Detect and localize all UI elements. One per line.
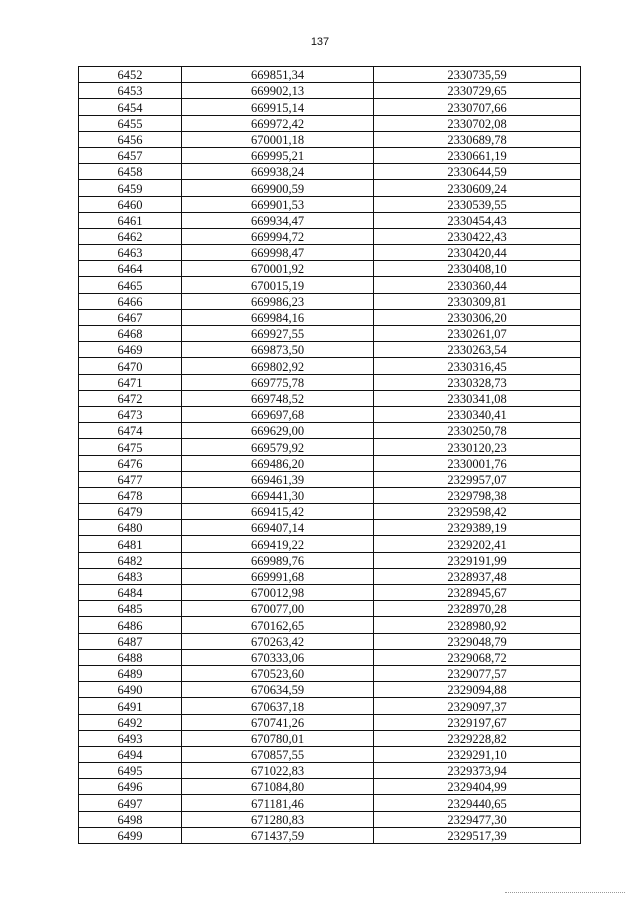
point-number-cell: 6481 xyxy=(79,536,182,552)
table-row xyxy=(79,309,581,325)
point-number-cell: 6454 xyxy=(79,99,182,115)
y-coordinate-cell: 2330729,65 xyxy=(374,83,581,99)
y-coordinate-cell: 2329517,39 xyxy=(374,827,581,843)
table-row xyxy=(79,342,581,358)
point-number-cell: 6493 xyxy=(79,730,182,746)
y-coordinate-cell: 2328970,28 xyxy=(374,601,581,617)
table-row xyxy=(79,196,581,212)
table-row xyxy=(79,374,581,390)
x-coordinate-cell: 669748,52 xyxy=(182,390,374,406)
x-coordinate-cell: 669697,68 xyxy=(182,406,374,422)
x-coordinate-cell: 669775,78 xyxy=(182,374,374,390)
x-coordinate-cell: 669927,55 xyxy=(182,326,374,342)
table-row xyxy=(79,536,581,552)
table-row xyxy=(79,568,581,584)
y-coordinate-cell: 2330454,43 xyxy=(374,212,581,228)
point-number-cell: 6474 xyxy=(79,423,182,439)
y-coordinate-cell: 2330306,20 xyxy=(374,309,581,325)
point-number-cell: 6491 xyxy=(79,698,182,714)
table-row xyxy=(79,665,581,681)
table-row xyxy=(79,730,581,746)
table-row xyxy=(79,779,581,795)
table-row xyxy=(79,406,581,422)
y-coordinate-cell: 2329389,19 xyxy=(374,520,581,536)
table-row xyxy=(79,504,581,520)
point-number-cell: 6475 xyxy=(79,439,182,455)
x-coordinate-cell: 669902,13 xyxy=(182,83,374,99)
table-row xyxy=(79,390,581,406)
y-coordinate-cell: 2330001,76 xyxy=(374,455,581,471)
y-coordinate-cell: 2328937,48 xyxy=(374,568,581,584)
point-number-cell: 6498 xyxy=(79,811,182,827)
x-coordinate-cell: 670263,42 xyxy=(182,633,374,649)
x-coordinate-cell: 670015,19 xyxy=(182,277,374,293)
point-number-cell: 6490 xyxy=(79,682,182,698)
point-number-cell: 6487 xyxy=(79,633,182,649)
x-coordinate-cell: 669984,16 xyxy=(182,309,374,325)
table-row xyxy=(79,520,581,536)
x-coordinate-cell: 669900,59 xyxy=(182,180,374,196)
table-row xyxy=(79,212,581,228)
y-coordinate-cell: 2330360,44 xyxy=(374,277,581,293)
x-coordinate-cell: 669407,14 xyxy=(182,520,374,536)
x-coordinate-cell: 669994,72 xyxy=(182,228,374,244)
point-number-cell: 6465 xyxy=(79,277,182,293)
y-coordinate-cell: 2329440,65 xyxy=(374,795,581,811)
point-number-cell: 6471 xyxy=(79,374,182,390)
point-number-cell: 6459 xyxy=(79,180,182,196)
point-number-cell: 6472 xyxy=(79,390,182,406)
table-row xyxy=(79,552,581,568)
y-coordinate-cell: 2328980,92 xyxy=(374,617,581,633)
table-row xyxy=(79,585,581,601)
x-coordinate-cell: 669802,92 xyxy=(182,358,374,374)
y-coordinate-cell: 2329097,37 xyxy=(374,698,581,714)
y-coordinate-cell: 2330340,41 xyxy=(374,406,581,422)
table-row xyxy=(79,326,581,342)
x-coordinate-cell: 669915,14 xyxy=(182,99,374,115)
point-number-cell: 6456 xyxy=(79,131,182,147)
table-row xyxy=(79,633,581,649)
x-coordinate-cell: 669579,92 xyxy=(182,439,374,455)
point-number-cell: 6463 xyxy=(79,245,182,261)
point-number-cell: 6460 xyxy=(79,196,182,212)
y-coordinate-cell: 2330341,08 xyxy=(374,390,581,406)
point-number-cell: 6479 xyxy=(79,504,182,520)
x-coordinate-cell: 670637,18 xyxy=(182,698,374,714)
table-row xyxy=(79,83,581,99)
point-number-cell: 6492 xyxy=(79,714,182,730)
x-coordinate-cell: 669989,76 xyxy=(182,552,374,568)
y-coordinate-cell: 2330309,81 xyxy=(374,293,581,309)
point-number-cell: 6462 xyxy=(79,228,182,244)
y-coordinate-cell: 2330263,54 xyxy=(374,342,581,358)
x-coordinate-cell: 669986,23 xyxy=(182,293,374,309)
x-coordinate-cell: 671437,59 xyxy=(182,827,374,843)
point-number-cell: 6469 xyxy=(79,342,182,358)
y-coordinate-cell: 2329202,41 xyxy=(374,536,581,552)
x-coordinate-cell: 669629,00 xyxy=(182,423,374,439)
y-coordinate-cell: 2329077,57 xyxy=(374,665,581,681)
y-coordinate-cell: 2330408,10 xyxy=(374,261,581,277)
x-coordinate-cell: 671280,83 xyxy=(182,811,374,827)
point-number-cell: 6477 xyxy=(79,471,182,487)
scan-artifact-line xyxy=(505,892,625,893)
y-coordinate-cell: 2329477,30 xyxy=(374,811,581,827)
table-row xyxy=(79,439,581,455)
point-number-cell: 6461 xyxy=(79,212,182,228)
x-coordinate-cell: 669995,21 xyxy=(182,147,374,163)
table-row xyxy=(79,746,581,762)
point-number-cell: 6494 xyxy=(79,746,182,762)
point-number-cell: 6473 xyxy=(79,406,182,422)
page-number: 137 xyxy=(310,36,330,48)
x-coordinate-cell: 669441,30 xyxy=(182,487,374,503)
point-number-cell: 6452 xyxy=(79,67,182,83)
x-coordinate-cell: 669419,22 xyxy=(182,536,374,552)
table-row xyxy=(79,67,581,83)
x-coordinate-cell: 669998,47 xyxy=(182,245,374,261)
x-coordinate-cell: 671084,80 xyxy=(182,779,374,795)
table-row xyxy=(79,649,581,665)
point-number-cell: 6480 xyxy=(79,520,182,536)
x-coordinate-cell: 670780,01 xyxy=(182,730,374,746)
table-row xyxy=(79,795,581,811)
point-number-cell: 6488 xyxy=(79,649,182,665)
x-coordinate-cell: 671181,46 xyxy=(182,795,374,811)
x-coordinate-cell: 670741,26 xyxy=(182,714,374,730)
table-row xyxy=(79,99,581,115)
point-number-cell: 6458 xyxy=(79,164,182,180)
point-number-cell: 6478 xyxy=(79,487,182,503)
y-coordinate-cell: 2329957,07 xyxy=(374,471,581,487)
table-row xyxy=(79,164,581,180)
table-row xyxy=(79,763,581,779)
table-row xyxy=(79,180,581,196)
x-coordinate-cell: 670523,60 xyxy=(182,665,374,681)
x-coordinate-cell: 670162,65 xyxy=(182,617,374,633)
table-row xyxy=(79,358,581,374)
point-number-cell: 6476 xyxy=(79,455,182,471)
y-coordinate-cell: 2330120,23 xyxy=(374,439,581,455)
table-row xyxy=(79,261,581,277)
y-coordinate-cell: 2329404,99 xyxy=(374,779,581,795)
x-coordinate-cell: 669991,68 xyxy=(182,568,374,584)
point-number-cell: 6470 xyxy=(79,358,182,374)
y-coordinate-cell: 2330702,08 xyxy=(374,115,581,131)
y-coordinate-cell: 2329068,72 xyxy=(374,649,581,665)
x-coordinate-cell: 669972,42 xyxy=(182,115,374,131)
table-row xyxy=(79,827,581,843)
y-coordinate-cell: 2330609,24 xyxy=(374,180,581,196)
y-coordinate-cell: 2329798,38 xyxy=(374,487,581,503)
table-row xyxy=(79,293,581,309)
table-row xyxy=(79,698,581,714)
point-number-cell: 6489 xyxy=(79,665,182,681)
x-coordinate-cell: 671022,83 xyxy=(182,763,374,779)
x-coordinate-cell: 670001,92 xyxy=(182,261,374,277)
y-coordinate-cell: 2329373,94 xyxy=(374,763,581,779)
y-coordinate-cell: 2330261,07 xyxy=(374,326,581,342)
y-coordinate-cell: 2329048,79 xyxy=(374,633,581,649)
table-row xyxy=(79,455,581,471)
y-coordinate-cell: 2329598,42 xyxy=(374,504,581,520)
x-coordinate-cell: 670333,06 xyxy=(182,649,374,665)
y-coordinate-cell: 2330661,19 xyxy=(374,147,581,163)
y-coordinate-cell: 2330328,73 xyxy=(374,374,581,390)
x-coordinate-cell: 670001,18 xyxy=(182,131,374,147)
y-coordinate-cell: 2330420,44 xyxy=(374,245,581,261)
point-number-cell: 6486 xyxy=(79,617,182,633)
x-coordinate-cell: 669901,53 xyxy=(182,196,374,212)
y-coordinate-cell: 2330735,59 xyxy=(374,67,581,83)
point-number-cell: 6499 xyxy=(79,827,182,843)
x-coordinate-cell: 669873,50 xyxy=(182,342,374,358)
coordinates-table-body xyxy=(79,67,581,844)
point-number-cell: 6485 xyxy=(79,601,182,617)
table-row xyxy=(79,131,581,147)
table-row xyxy=(79,245,581,261)
x-coordinate-cell: 670857,55 xyxy=(182,746,374,762)
table-row xyxy=(79,277,581,293)
y-coordinate-cell: 2330539,55 xyxy=(374,196,581,212)
table-row xyxy=(79,471,581,487)
table-row xyxy=(79,147,581,163)
y-coordinate-cell: 2330250,78 xyxy=(374,423,581,439)
x-coordinate-cell: 669851,34 xyxy=(182,67,374,83)
point-number-cell: 6468 xyxy=(79,326,182,342)
point-number-cell: 6466 xyxy=(79,293,182,309)
y-coordinate-cell: 2328945,67 xyxy=(374,585,581,601)
x-coordinate-cell: 669486,20 xyxy=(182,455,374,471)
point-number-cell: 6464 xyxy=(79,261,182,277)
x-coordinate-cell: 670634,59 xyxy=(182,682,374,698)
point-number-cell: 6495 xyxy=(79,763,182,779)
x-coordinate-cell: 669934,47 xyxy=(182,212,374,228)
point-number-cell: 6453 xyxy=(79,83,182,99)
table-row xyxy=(79,487,581,503)
point-number-cell: 6467 xyxy=(79,309,182,325)
table-row xyxy=(79,601,581,617)
point-number-cell: 6496 xyxy=(79,779,182,795)
point-number-cell: 6483 xyxy=(79,568,182,584)
table-row xyxy=(79,682,581,698)
point-number-cell: 6482 xyxy=(79,552,182,568)
y-coordinate-cell: 2330644,59 xyxy=(374,164,581,180)
point-number-cell: 6497 xyxy=(79,795,182,811)
table-row xyxy=(79,423,581,439)
y-coordinate-cell: 2330422,43 xyxy=(374,228,581,244)
table-row xyxy=(79,115,581,131)
y-coordinate-cell: 2330316,45 xyxy=(374,358,581,374)
point-number-cell: 6455 xyxy=(79,115,182,131)
x-coordinate-cell: 670012,98 xyxy=(182,585,374,601)
y-coordinate-cell: 2329291,10 xyxy=(374,746,581,762)
y-coordinate-cell: 2330707,66 xyxy=(374,99,581,115)
y-coordinate-cell: 2330689,78 xyxy=(374,131,581,147)
y-coordinate-cell: 2329191,99 xyxy=(374,552,581,568)
y-coordinate-cell: 2329228,82 xyxy=(374,730,581,746)
y-coordinate-cell: 2329197,67 xyxy=(374,714,581,730)
table-row xyxy=(79,617,581,633)
x-coordinate-cell: 670077,00 xyxy=(182,601,374,617)
coordinates-table xyxy=(78,66,581,844)
table-row xyxy=(79,228,581,244)
point-number-cell: 6457 xyxy=(79,147,182,163)
table-row xyxy=(79,811,581,827)
x-coordinate-cell: 669461,39 xyxy=(182,471,374,487)
table-row xyxy=(79,714,581,730)
x-coordinate-cell: 669938,24 xyxy=(182,164,374,180)
x-coordinate-cell: 669415,42 xyxy=(182,504,374,520)
y-coordinate-cell: 2329094,88 xyxy=(374,682,581,698)
point-number-cell: 6484 xyxy=(79,585,182,601)
